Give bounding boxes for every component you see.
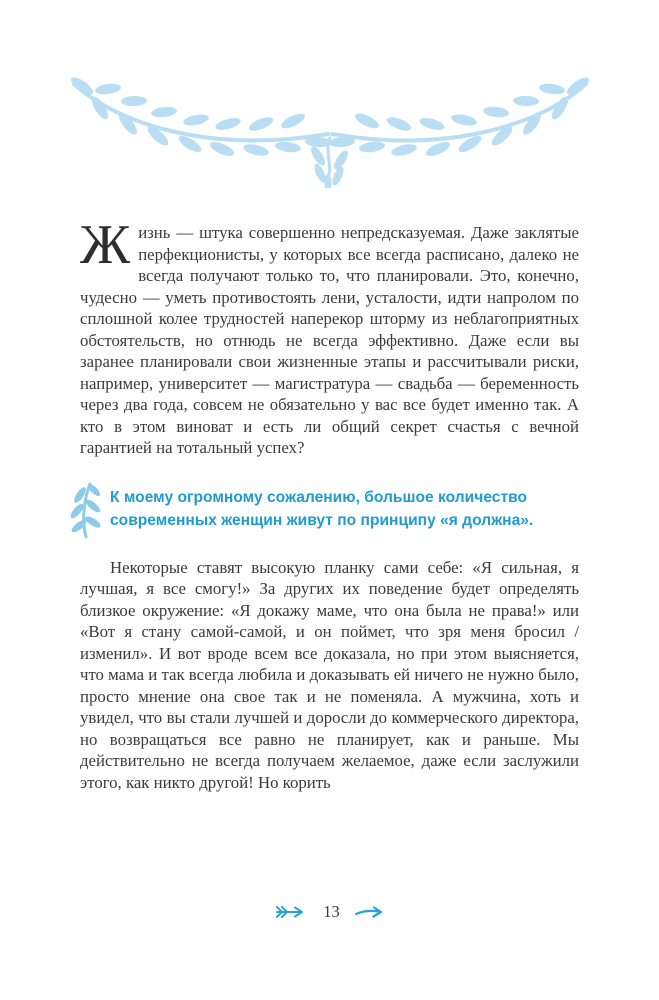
dropcap-letter: Ж	[80, 214, 131, 276]
pull-quote	[80, 486, 579, 532]
arrow-right-icon	[354, 905, 386, 919]
page-number: 13	[323, 902, 340, 921]
opening-paragraph-text: изнь — штука совершенно непредсказуемая. Даже заклятые перфекционисты, у которых все всегда расписано, далеко не всегда получают только то, что планировали. Это, конечно, чудесно — уметь противостоять лени, усталости, идти напролом по сплошной колее трудностей наперекор шторму из неблагоприятных обстоятельств, но отнюдь не всегда эффективно. Даже если вы заранее планировали свои жизненные этапы и рассчитывали риски, например, университет — магистратура — свадьба — беременность через два года, совсем не обязательно у вас все будет именно так. А кто в этом виноват и есть ли общий секрет счастья с вечной гарантией на тотальный успех?	[80, 223, 579, 457]
feathered-arrow-right-icon	[273, 904, 309, 920]
page-footer	[0, 902, 659, 922]
branch-sprig-icon	[70, 480, 100, 545]
second-paragraph: Некоторые ставят высокую планку сами себе: «Я сильная, я лучшая, я все смогу!» За других их поведение будет определять близкое окружение: «Я докажу маме, что она была не права!» или «Вот я стану самой-самой, и он поймет, что зря меня бросил / изменил». И вот вроде всем все доказала, но при этом выясняется, что мама и так всегда любила и доказывать ей ничего не нужно было, просто мнение она свое так и не поменяла. А мужчина, хоть и увидел, что вы стали лучшей и доросли до коммерческого директора, но возвращаться все равно не планирует, как и раньше. Мы действительно не всегда получаем желаемое, даже если заслужили этого, как никто другой! Но корить	[80, 557, 579, 792]
opening-paragraph	[80, 214, 579, 459]
laurel-branches-icon	[60, 76, 600, 193]
page-body	[80, 214, 579, 793]
pull-quote-text: К моему огромному сожалению, большое количество современных женщин живут по принципу «я должна».	[110, 488, 534, 529]
